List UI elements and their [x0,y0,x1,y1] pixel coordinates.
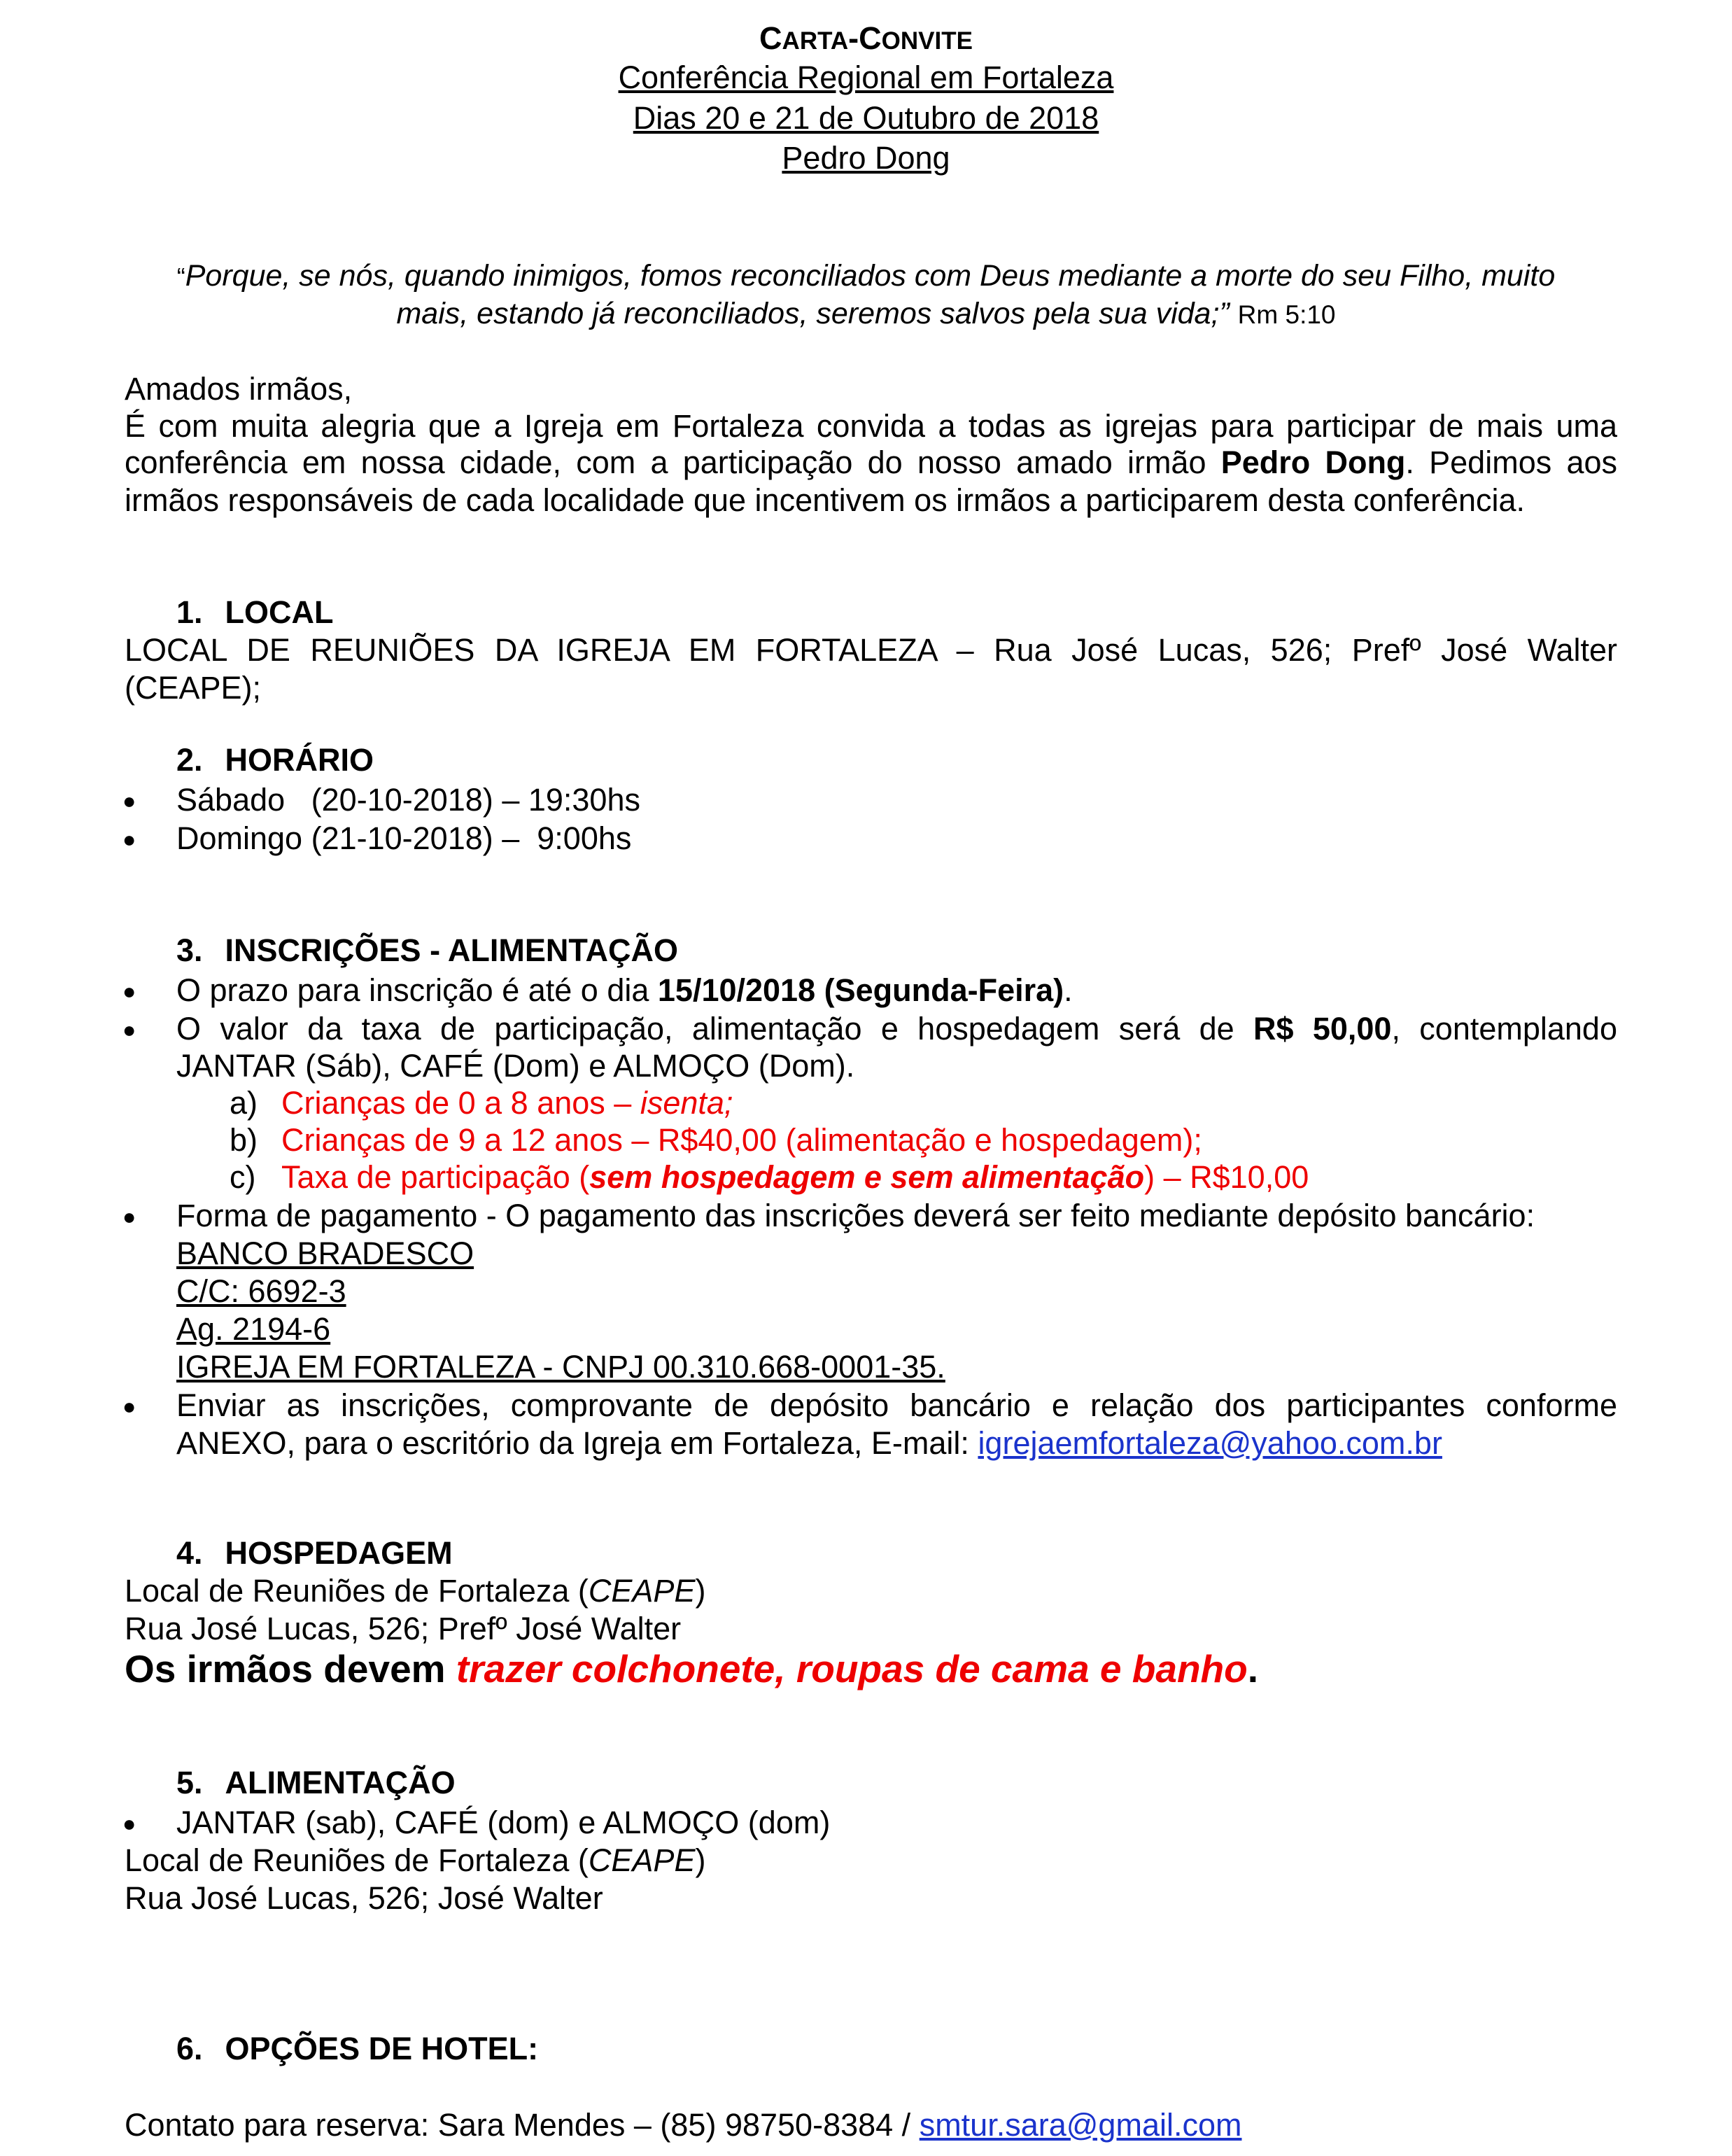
section-3-heading: 3. INSCRIÇÕES - ALIMENTAÇÃO [176,932,679,968]
section-4-heading: 4. HOSPEDAGEM [176,1535,453,1571]
lodging-place: Local de Reuniões de Fortaleza (CEAPE) [125,1573,706,1609]
section-5-heading: 5. ALIMENTAÇÃO [176,1765,456,1800]
bullet-icon: ● [122,1017,136,1042]
registration-deadline: O prazo para inscrição é até o dia 15/10/2018 (Segunda-Feira). [176,972,1073,1008]
fee-option-a-label: a) [230,1085,258,1121]
section-1-address-line-2: (CEAPE); [125,670,262,706]
hotel-contact: Contato para reserva: Sara Mendes – (85) 98750-8384 / smtur.sara@gmail.com [125,2107,1242,2143]
fee-line-1: O valor da taxa de participação, alimentação e hospedagem será de R$ 50,00, contemplando [176,1011,1617,1046]
doc-title: CARTA-CONVITE [759,20,973,56]
hotel-contact-email-link[interactable]: smtur.sara@gmail.com [919,2107,1242,2143]
section-2-heading: 2. HORÁRIO [176,742,374,778]
conference-dates: Dias 20 e 21 de Outubro de 2018 [633,100,1099,136]
section-1-address-line-1: LOCAL DE REUNIÕES DA IGREJA EM FORTALEZA – Rua José Lucas, 526; Prefº José Walter [125,632,1617,668]
bullet-icon: ● [122,979,136,1004]
intro-line-1: É com muita alegria que a Igreja em Fortaleza convida a todas as igrejas para participar de mais uma [125,408,1617,444]
section-1-heading: 1. LOCAL [176,594,334,630]
bullet-icon: ● [122,1811,136,1836]
payment-method: Forma de pagamento - O pagamento das inscrições deverá ser feito mediante depósito bancário: [176,1198,1535,1233]
bullet-icon: ● [122,788,136,813]
fee-option-b: Crianças de 9 a 12 anos – R$40,00 (alimentação e hospedagem); [281,1122,1202,1158]
schedule-sunday: Domingo (21-10-2018) – 9:00hs [176,820,632,856]
bullet-icon: ● [122,827,136,852]
meals-place: Local de Reuniões de Fortaleza (CEAPE) [125,1842,706,1878]
intro-line-2: conferência em nossa cidade, com a participação do nosso amado irmão Pedro Dong. Pedimos aos [125,444,1617,480]
fee-line-2: JANTAR (Sáb), CAFÉ (Dom) e ALMOÇO (Dom). [176,1048,855,1084]
bible-quote-line-1: “Porque, se nós, quando inimigos, fomos reconciliados com Deus mediante a morte do seu Filho, muito [176,259,1556,293]
lodging-notice: Os irmãos devem trazer colchonete, roupas de cama e banho. [125,1647,1259,1690]
bank-holder: IGREJA EM FORTALEZA - CNPJ 00.310.668-0001-35. [176,1349,945,1385]
fee-option-b-label: b) [230,1122,258,1158]
send-registrations-line-1: Enviar as inscrições, comprovante de depósito bancário e relação dos participantes conforme [176,1387,1617,1423]
church-email-link[interactable]: igrejaemfortaleza@yahoo.com.br [978,1425,1442,1461]
send-registrations-line-2: ANEXO, para o escritório da Igreja em Fortaleza, E-mail: igrejaemfortaleza@yahoo.com.br [176,1425,1442,1461]
fee-option-c-label: c) [230,1159,256,1195]
meals-list: JANTAR (sab), CAFÉ (dom) e ALMOÇO (dom) [176,1805,831,1840]
greeting: Amados irmãos, [125,371,353,407]
meals-address: Rua José Lucas, 526; José Walter [125,1880,603,1916]
fee-option-c: Taxa de participação (sem hospedagem e sem alimentação) – R$10,00 [281,1159,1309,1195]
bullet-icon: ● [122,1204,136,1229]
schedule-saturday: Sábado (20-10-2018) – 19:30hs [176,782,640,818]
intro-line-3: irmãos responsáveis de cada localidade que incentivem os irmãos a participarem desta conferência. [125,482,1526,518]
speaker-name: Pedro Dong [782,140,950,176]
bible-quote-line-2: mais, estando já reconciliados, seremos salvos pela sua vida;” Rm 5:10 [396,297,1336,330]
conference-name: Conferência Regional em Fortaleza [618,59,1114,95]
fee-option-a: Crianças de 0 a 8 anos – isenta; [281,1085,733,1121]
bank-account: C/C: 6692-3 [176,1273,346,1309]
bank-name: BANCO BRADESCO [176,1236,474,1271]
section-6-heading: 6. OPÇÕES DE HOTEL: [176,2031,539,2066]
bullet-icon: ● [122,1394,136,1419]
bank-agency: Ag. 2194-6 [176,1311,331,1347]
lodging-address: Rua José Lucas, 526; Prefº José Walter [125,1611,682,1646]
